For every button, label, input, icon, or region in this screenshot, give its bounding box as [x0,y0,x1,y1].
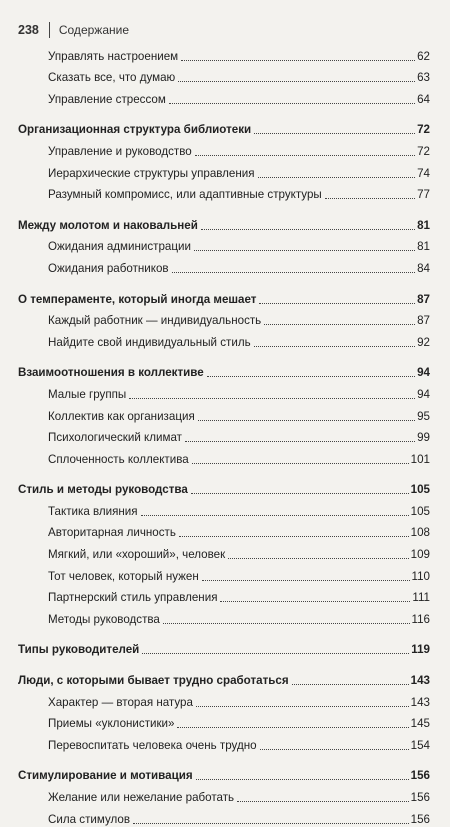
dot-leader [142,653,409,654]
toc-item-entry [18,584,430,606]
toc-section-entry [18,116,430,138]
dot-leader [177,727,408,728]
toc-item-entry [18,233,430,255]
dot-leader [258,177,416,178]
running-header [18,20,129,40]
toc-entry-page: 105 [410,504,430,518]
toc-entry-label: Стимулирование и мотивация [18,769,193,783]
toc-entry-label: Перевоспитать человека очень трудно [48,738,257,752]
dot-leader [254,133,415,134]
toc-entry-page: 105 [410,483,430,497]
toc-entry-label: Типы руководителей [18,643,140,657]
dot-leader [163,623,410,624]
toc-entry-page: 72 [417,123,430,137]
dot-leader [201,229,415,230]
toc-entry-page: 81 [417,240,430,254]
toc-item-entry [18,402,430,424]
toc-entry-label: Мягкий, или «хороший», человек [48,548,226,562]
toc-entry-page: 94 [417,387,430,401]
toc-entry-page: 110 [411,569,430,583]
table-of-contents [18,42,430,827]
dot-leader [228,558,408,559]
toc-item-entry [18,519,430,541]
toc-entry-label: Ожидания администрации [48,240,191,254]
toc-section-entry [18,636,430,658]
toc-entry-page: 116 [411,612,430,626]
toc-entry-label: Авторитарная личность [48,526,176,540]
dot-leader [207,376,415,377]
dot-leader [195,155,415,156]
dot-leader [141,515,409,516]
toc-entry-page: 99 [417,431,430,445]
toc-item-entry [18,254,430,276]
section-gap [18,350,430,359]
dot-leader [292,684,409,685]
section-gap [18,627,430,636]
dot-leader [220,601,410,602]
toc-entry-label: Управление и руководство [48,144,192,158]
header-divider [49,22,50,38]
toc-item-entry [18,307,430,329]
toc-entry-label: Методы руководства [48,612,160,626]
toc-item-entry [18,64,430,86]
toc-item-entry [18,783,430,805]
toc-entry-page: 94 [417,366,430,380]
toc-section-entry [18,211,430,233]
toc-entry-label: Разумный компромисс, или адаптивные структуры [48,188,322,202]
dot-leader [325,198,415,199]
dot-leader [129,398,415,399]
toc-entry-page: 72 [417,144,430,158]
toc-entry-page: 63 [417,71,430,85]
toc-section-entry [18,285,430,307]
toc-entry-page: 87 [417,314,430,328]
section-gap [18,107,430,116]
toc-item-entry [18,805,430,827]
toc-entry-page: 81 [417,218,430,232]
toc-entry-page: 64 [417,92,430,106]
toc-entry-label: Приемы «уклонистики» [48,717,175,731]
toc-section-entry [18,359,430,381]
toc-entry-label: Желание или нежелание работать [48,791,235,804]
toc-entry-label: Партнерский стиль управления [48,591,218,605]
section-gap [18,657,430,666]
dot-leader [192,463,409,464]
toc-entry-label: Организационная структура библиотеки [18,123,252,137]
toc-entry-label: Тактика влияния [48,504,138,518]
toc-item-entry [18,424,430,446]
toc-item-entry [18,42,430,64]
dot-leader [181,60,415,61]
toc-entry-page: 145 [410,717,430,731]
toc-entry-page: 156 [410,812,430,826]
toc-item-entry [18,137,430,159]
toc-entry-label: Стиль и методы руководства [18,483,188,497]
dot-leader [172,272,416,273]
toc-entry-page: 109 [410,548,430,562]
toc-entry-label: Коллектив как организация [48,409,195,423]
header-title: Содержание [58,23,129,37]
toc-entry-label: Каждый работник — индивидуальность [48,314,262,328]
toc-item-entry [18,380,430,402]
toc-entry-label: Тот человек, который нужен [48,569,199,583]
toc-entry-page: 87 [417,292,430,306]
dot-leader [133,823,409,824]
toc-entry-page: 143 [410,695,430,709]
section-gap [18,753,430,762]
toc-item-entry [18,710,430,732]
toc-entry-label: Найдите свой индивидуальный стиль [48,335,251,349]
toc-entry-page: 143 [410,674,430,688]
toc-item-entry [18,688,430,710]
dot-leader [264,324,415,325]
page-number: 238 [18,23,39,37]
dot-leader [196,706,409,707]
section-gap [18,276,430,285]
toc-entry-page: 156 [410,791,430,804]
toc-entry-page: 62 [417,49,430,63]
toc-item-entry [18,328,430,350]
toc-item-entry [18,540,430,562]
toc-entry-page: 111 [412,591,430,605]
toc-entry-label: Управление стрессом [48,92,166,106]
dot-leader [202,580,410,581]
dot-leader [194,250,415,251]
toc-entry-label: О темпераменте, который иногда мешает [18,292,257,306]
toc-entry-label: Управлять настроением [48,49,179,63]
dot-leader [198,420,415,421]
toc-entry-page: 95 [417,409,430,423]
toc-entry-page: 92 [417,335,430,349]
toc-section-entry [18,762,430,784]
toc-item-entry [18,159,430,181]
toc-item-entry [18,605,430,627]
dot-leader [254,346,415,347]
dot-leader [237,801,409,802]
toc-entry-label: Характер — вторая натура [48,695,193,709]
section-gap [18,202,430,211]
toc-entry-label: Взаимоотношения в коллективе [18,366,204,380]
toc-entry-page: 156 [410,769,430,783]
toc-item-entry [18,445,430,467]
toc-entry-label: Психологический климат [48,431,182,445]
dot-leader [169,103,415,104]
toc-section-entry [18,476,430,498]
toc-entry-page: 84 [417,261,430,275]
toc-entry-page: 101 [410,452,430,466]
dot-leader [259,303,415,304]
dot-leader [191,493,409,494]
toc-entry-page: 77 [417,188,430,202]
toc-entry-label: Иерархические структуры управления [48,166,255,180]
toc-entry-label: Малые группы [48,387,127,401]
dot-leader [185,441,415,442]
toc-item-entry [18,85,430,107]
toc-entry-label: Между молотом и наковальней [18,218,198,232]
dot-leader [260,749,409,750]
toc-entry-label: Сказать все, что думаю [48,71,176,85]
section-gap [18,467,430,476]
toc-entry-label: Сила стимулов [48,812,131,826]
toc-entry-page: 154 [410,738,430,752]
toc-section-entry [18,666,430,688]
dot-leader [179,536,409,537]
toc-entry-label: Сплоченность коллектива [48,452,189,466]
toc-item-entry [18,562,430,584]
toc-entry-page: 108 [410,526,430,540]
dot-leader [196,779,409,780]
toc-item-entry [18,181,430,203]
toc-entry-label: Ожидания работников [48,261,169,275]
toc-item-entry [18,497,430,519]
toc-item-entry [18,731,430,753]
dot-leader [178,81,415,82]
toc-entry-label: Люди, с которыми бывает трудно сработаться [18,674,289,688]
toc-entry-page: 119 [411,643,430,657]
toc-entry-page: 74 [417,166,430,180]
